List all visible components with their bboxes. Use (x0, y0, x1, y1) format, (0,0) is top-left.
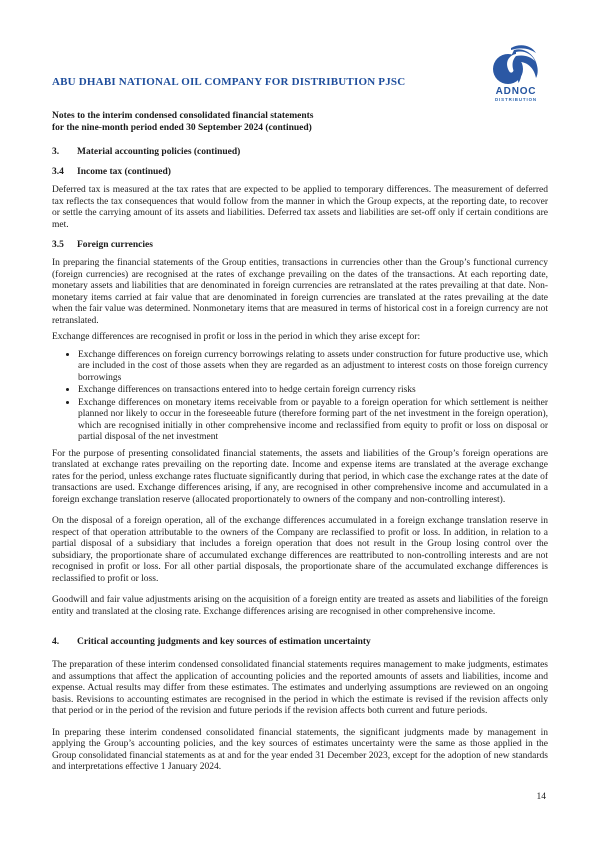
section-4-title: Critical accounting judgments and key sources of estimation uncertainty (77, 637, 371, 648)
bullet-item-monetary-items: • Exchange differences on monetary items receivable from or payable to a foreign operation for which settlement is neither planned nor likely to occur in the foreseeable future (therefore forming part of the net investment in the foreign operation), which are recognised initially in other comprehensive income and reclassified from equity to profit or loss on disposal or partial disposal of the net investment (78, 397, 548, 444)
logo-subtitle: DISTRIBUTION (494, 97, 538, 102)
paragraph-significant-judgments: In preparing these interim condensed consolidated financial statements, the significant judgments made by management in applying the Group’s accounting policies, and the key sources of estimates uncertainty were the same as those applied in the Group consolidated financial statements as at and for the year ended 31 December 2023, except for the adoption of new standards and interpretations effective 1 January 2024. (52, 727, 548, 773)
section-3-5-heading (52, 239, 548, 251)
document-title (52, 110, 548, 134)
section-3-title: Material accounting policies (continued) (77, 147, 241, 158)
paragraph-deferred-tax: Deferred tax is measured at the tax rates that are expected to be applied to temporary differences. The measurement of deferred tax reflects the tax consequences that would follow from the manner in which the Group expects, at the reporting date, to recover or settle the carrying amount of its assets and liabilities. Deferred tax assets and liabilities are set-off only if certain conditions are met. (52, 185, 548, 230)
paragraph-exchange-differences-intro: Exchange differences are recognised in profit or loss in the period in which they arise except for: (52, 332, 421, 343)
section-3-number: 3. (52, 147, 60, 158)
document-title-line1: Notes to the interim condensed consolidated financial statements (52, 111, 314, 122)
section-3-5-title: Foreign currencies (77, 240, 153, 251)
section-3-4-title: Income tax (continued) (77, 167, 171, 178)
paragraph-goodwill: Goodwill and fair value adjustments arising on the acquisition of a foreign entity are treated as assets and liabilities of the foreign entity and translated at the closing rate. Exchange differences arising are recognised in other comprehensive income. (52, 595, 548, 617)
paragraph-disposal: On the disposal of a foreign operation, all of the exchange differences accumulated in a foreign exchange translation reserve in respect of that operation attributable to the owners of the Company are reclassified to profit or loss. In addition, in relation to a partial disposal of a subsidiary that includes a foreign operation that does not result in the Group losing control over the subsidiary, the proportionate share of accumulated exchange differences are reattributed to non-controlling interests and are not recognised in profit or loss. For all other partial disposals, the proportionate share of the accumulated exchange differences is reclassified to profit or loss. (52, 516, 548, 584)
paragraph-consolidated-presentation: For the purpose of presenting consolidated financial statements, the assets and liabilities of the Group’s foreign operations are translated at exchange rates prevailing on the reporting date. Income and expense items are translated at the average exchange rates for the period, unless exchange rates fluctuate significantly during that period, in which case the exchange rates at the date of transactions are used. Exchange differences arising, if any, are recognised in other comprehensive income and accumulated in a foreign exchange translation reserve (allocated proportionately to owners of the company and non-controlling interest). (52, 448, 548, 505)
logo-wordmark: ADNOC (495, 86, 537, 97)
section-3-heading (52, 146, 548, 158)
section-4-heading (52, 636, 548, 648)
bullet-item-borrowings: • Exchange differences on foreign currency borrowings relating to assets under construction for future productive use, which are included in the cost of those assets when they are regarded as an adjustment to interest costs on those foreign currency borrowings (78, 349, 548, 385)
bullet-item-hedging: • Exchange differences on transactions entered into to hedge certain foreign currency risks (78, 384, 548, 397)
section-3-4-number: 3.4 (52, 167, 64, 178)
company-title: ABU DHABI NATIONAL OIL COMPANY FOR DISTRIBUTION PJSC (52, 76, 406, 88)
section-4-number: 4. (52, 637, 60, 648)
document-title-line2: for the nine-month period ended 30 September 2024 (continued) (52, 123, 312, 134)
section-3-4-heading (52, 166, 548, 178)
section-3-5-number: 3.5 (52, 240, 64, 251)
page-number: 14 (536, 792, 546, 802)
adnoc-logo (484, 42, 548, 102)
paragraph-preparation-judgments: The preparation of these interim condensed consolidated financial statements requires management to make judgments, estimates and assumptions that affect the application of accounting policies and the reported amounts of assets and liabilities, income and expense. Actual results may differ from these estimates. The estimates and underlying assumptions are reviewed on an ongoing basis. Revisions to accounting estimates are recognised in the period in which the estimate is revised if the revision affects only that period or in the period of the revision and future periods if the revision affects both current and future periods. (52, 660, 548, 717)
exchange-differences-bullet-list (52, 349, 548, 444)
page-header (52, 42, 548, 102)
falcon-logo-icon (490, 42, 542, 86)
paragraph-foreign-currencies: In preparing the financial statements of the Group entities, transactions in currencies other than the Group’s functional currency (foreign currencies) are recognised at the rates of exchange prevailing on the dates of the transactions. At each reporting date, monetary assets and liabilities that are denominated in foreign currencies are retranslated at the rates prevailing at that date. Non-monetary items carried at fair value that are denominated in foreign currencies are translated at the rates prevailing at the date when the fair value was determined. Nonmonetary items that are measured in terms of historical cost in a foreign currency are not retranslated. (52, 258, 548, 326)
